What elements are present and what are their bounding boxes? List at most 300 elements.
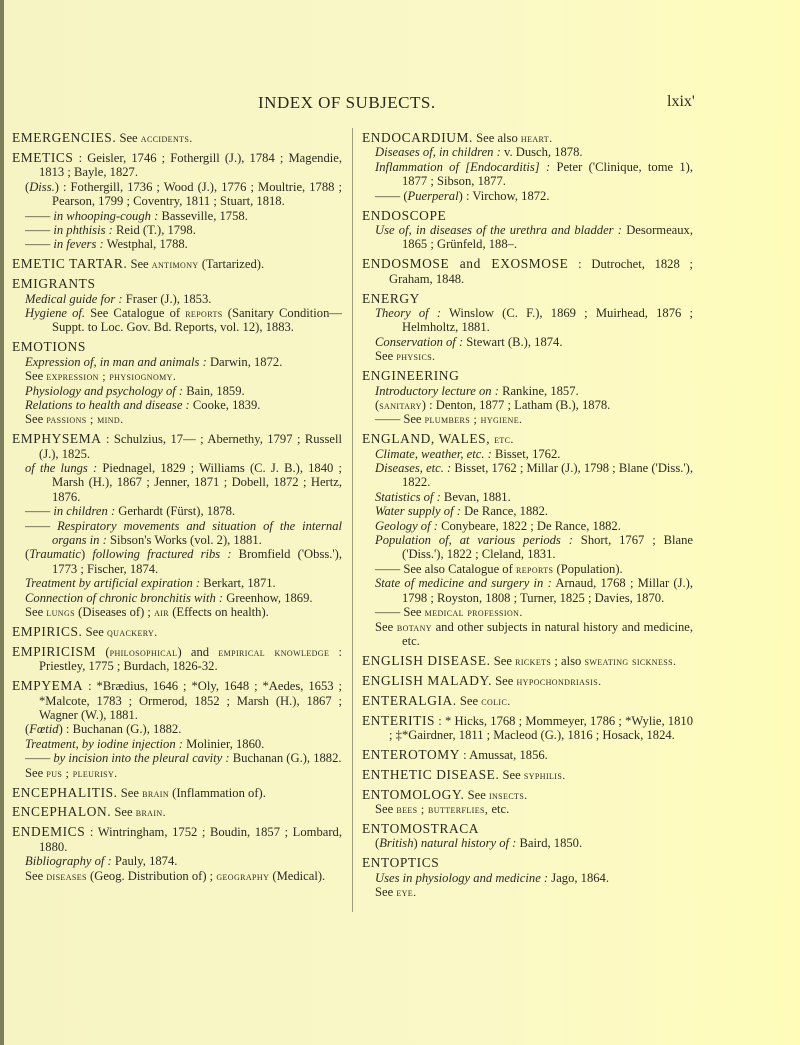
subject-heading: EMERGENCIES.: [12, 130, 117, 145]
topic-text: Diseases, etc. :: [375, 461, 452, 476]
topic-text: in phthisis :: [53, 222, 113, 237]
cross-reference: empirical knowledge: [218, 644, 330, 659]
subject-heading: ENDOCARDIUM.: [362, 130, 473, 145]
entry-heading-line: [12, 805, 342, 819]
entry-heading-line: [362, 768, 693, 782]
index-entry: [362, 822, 693, 851]
entry-heading-line: [362, 856, 693, 870]
citation-text: Peter ('Clinique, tome 1), 1877 ; Sibson, 1877.: [402, 159, 694, 189]
citation-text: etc.: [488, 802, 510, 817]
cross-reference: lungs: [46, 605, 76, 620]
citation-text: See: [25, 765, 47, 780]
subject-heading: EMIGRANTS: [12, 276, 96, 292]
subject-heading: ENTERALGIA.: [362, 692, 457, 708]
citation-text: —— See also Catalogue of: [375, 561, 516, 576]
header-title: INDEX OF SUBJECTS.: [258, 93, 436, 112]
citation-text: See: [375, 885, 397, 900]
citation-text: (: [25, 547, 30, 562]
entry-subline: [12, 605, 342, 619]
entry-subline: [362, 885, 693, 899]
cross-reference: quackery.: [107, 625, 158, 639]
index-entry: [362, 654, 693, 668]
entry-subline: [12, 398, 342, 412]
topic-text: Statistics of :: [375, 489, 441, 504]
cross-reference: physics.: [396, 349, 436, 364]
citation-text: (Geog. Distribution of) ;: [86, 868, 217, 883]
topic-text: Water supply of :: [375, 504, 461, 519]
citation-text: See: [375, 802, 397, 817]
citation-text: See: [117, 785, 143, 800]
entry-subline: [12, 766, 342, 780]
citation-text: (: [25, 179, 30, 194]
citation-text: Fraser (J.), 1853.: [122, 291, 212, 306]
cross-reference: syphilis.: [523, 767, 566, 782]
citation-text: Desormeaux, 1865 ; Grünfeld, 188–.: [402, 222, 693, 252]
entry-subline: [362, 802, 693, 816]
citation-text: v. Dusch, 1878.: [500, 145, 583, 160]
index-entry: [362, 432, 693, 648]
topic-text: Fœtid: [29, 722, 59, 737]
subject-heading: EMETICS: [12, 149, 74, 165]
citation-text: ) : Virchow, 1872.: [458, 188, 550, 203]
citation-text: —— (: [375, 188, 408, 203]
citation-text: See: [116, 131, 141, 145]
cross-reference: geography: [216, 868, 270, 883]
entry-subline: [12, 237, 342, 251]
citation-text: (: [96, 644, 110, 659]
citation-text: : Wintringham, 1752 ; Boudin, 1857 ; Lombard, 1880.: [39, 825, 342, 854]
citation-text: See: [127, 257, 152, 272]
citation-text: Darwin, 1872.: [206, 354, 283, 369]
citation-text: See: [375, 619, 397, 634]
citation-text: ——: [25, 518, 58, 533]
entry-subline: [12, 591, 342, 605]
topic-text: Traumatic: [29, 547, 81, 562]
entry-heading-line: [362, 788, 693, 802]
topic-text: Medical guide for :: [25, 291, 123, 306]
topic-text: Physiology and psychology of :: [25, 383, 184, 398]
cross-reference: colic.: [481, 693, 511, 708]
topic-text: Diseases of, in children :: [375, 145, 501, 160]
citation-text: Arnaud, 1768 ; Millar (J.), 1798 ; Royston, 1808 ; Turner, 1825 ; Davies, 1870.: [402, 576, 693, 605]
entry-heading-line: [12, 825, 342, 854]
citation-text: See: [499, 767, 524, 782]
citation-text: Piednagel, 1829 ; Williams (C. J. B.), 1840 ; Marsh (H.), 1867 ; Jenner, 1871 ; Dobell, 1872 ; Hertz, 1876.: [52, 461, 342, 504]
cross-reference: botany: [396, 619, 432, 634]
entry-subline: [362, 490, 693, 504]
index-entry: [362, 694, 693, 708]
entry-heading-line: [362, 674, 693, 688]
citation-text: Greenhow, 1869.: [223, 590, 313, 605]
page-number: lxix': [667, 93, 695, 110]
entry-subline: [12, 751, 342, 765]
citation-text: Buchanan (G.), 1882.: [229, 751, 342, 766]
subject-heading: ENTOMOSTRACA: [362, 820, 480, 836]
citation-text: ): [81, 547, 93, 562]
index-entry: [12, 805, 342, 819]
topic-text: natural history of :: [420, 836, 517, 851]
index-entry: [12, 786, 342, 800]
cross-reference: sanitary: [379, 397, 422, 412]
subject-heading: ENDOSCOPE: [362, 207, 447, 223]
topic-text: Hygiene of.: [25, 305, 86, 320]
cross-reference: reports: [185, 305, 223, 320]
entry-subline: [362, 349, 693, 363]
citation-text: De Rance, 1882.: [460, 504, 549, 519]
cross-reference: diseases: [46, 868, 87, 883]
topic-text: Bibliography of :: [25, 854, 112, 869]
subject-heading: ENGLISH DISEASE.: [362, 652, 491, 668]
citation-text: Pauly, 1874.: [111, 854, 178, 869]
cross-reference: plumbers ; hygiene.: [424, 412, 523, 427]
citation-text: ): [413, 836, 421, 851]
citation-text: (: [25, 722, 30, 737]
citation-text: See: [464, 787, 489, 802]
entry-heading-line: [362, 257, 693, 286]
citation-text: (Tartarized).: [198, 257, 265, 272]
topic-text: Introductory lecture on :: [375, 383, 499, 398]
cross-reference: brain.: [135, 805, 166, 820]
entry-subline: [362, 562, 693, 576]
index-entry: [362, 257, 693, 286]
entry-subline: [362, 335, 693, 349]
topic-text: Conservation of :: [375, 334, 464, 349]
cross-reference: sweating sickness.: [584, 653, 677, 668]
citation-text: Rankine, 1857.: [498, 383, 579, 398]
citation-text: ) : Buchanan (G.), 1882.: [58, 722, 182, 737]
entry-subline: [12, 519, 342, 548]
citation-text: See also: [472, 131, 521, 145]
entry-heading-line: [12, 625, 342, 639]
citation-text: Bisset, 1762 ; Millar (J.), 1798 ; Blane ('Diss.'), 1822.: [402, 461, 693, 490]
topic-text: Endocarditis: [470, 159, 535, 174]
citation-text: See: [111, 805, 136, 820]
entry-subline: [12, 722, 342, 736]
index-entry: [12, 679, 342, 780]
citation-text: (Medical).: [269, 868, 326, 883]
topic-text: by incision into the pleural cavity :: [53, 751, 230, 766]
citation-text: ) : Fothergill, 1736 ; Wood (J.), 1776 ; Moultrie, 1788 ; Pearson, 1799 ; Coventry, 1811 ; Stuart, 1818.: [52, 179, 342, 209]
entry-subline: [12, 369, 342, 383]
running-header: [0, 93, 800, 117]
subject-heading: EMPIRICS.: [12, 624, 83, 639]
citation-text: Bromfield ('Obss.'), 1773 ; Fischer, 1874.: [52, 547, 343, 576]
citation-text: (Sanitary Condition—Suppt. to Loc. Gov. Bd. Reports, vol. 12), 1883.: [52, 305, 342, 335]
topic-text: in whooping-cough :: [53, 208, 159, 223]
entry-heading-line: [362, 822, 693, 836]
index-entry: [362, 674, 693, 688]
cross-reference: etc.: [494, 432, 514, 447]
topic-text: of the lungs :: [25, 461, 98, 476]
entry-subline: [12, 576, 342, 590]
topic-text: Use of, in diseases of the urethra and bladder :: [375, 222, 622, 237]
cross-reference: heart.: [520, 131, 553, 145]
entry-heading-line: [362, 131, 693, 145]
subject-heading: EMPHYSEMA: [12, 431, 102, 447]
entry-subline: [362, 398, 693, 412]
entry-subline: [12, 547, 342, 576]
cross-reference: pus ; pleurisy.: [46, 765, 118, 780]
citation-text: Westphal, 1788.: [103, 237, 188, 252]
subject-heading: ENDEMICS: [12, 824, 86, 840]
entry-subline: [12, 737, 342, 751]
citation-text: Bisset, 1762.: [491, 446, 561, 461]
citation-text: Short, 1767 ; Blane ('Diss.'), 1822 ; Cleland, 1831.: [402, 533, 693, 562]
citation-text: (Inflammation of).: [169, 785, 266, 800]
entry-heading-line: [12, 432, 342, 461]
entry-heading-line: [362, 694, 693, 708]
topic-text: in children :: [53, 504, 116, 519]
subject-heading: EMPYEMA: [12, 678, 84, 694]
cross-reference: accidents.: [140, 131, 193, 145]
cross-reference: air: [154, 605, 170, 620]
topic-text: Geology of :: [375, 518, 438, 533]
entry-heading-line: [12, 257, 342, 271]
citation-text: : *Brædius, 1646 ; *Oly, 1648 ; *Aedes, 1653 ; *Malcote, 1783 ; Ormerod, 1852 ; Marsh (H.), 1867 ; Wagner (W.), 1881.: [39, 679, 342, 723]
citation-text: Gerhardt (Fürst), 1878.: [115, 504, 236, 519]
entry-heading-line: [362, 714, 693, 743]
entry-subline: [362, 461, 693, 490]
subject-heading: ENCEPHALON.: [12, 804, 112, 820]
citation-text: (Effects on health).: [169, 605, 269, 620]
citation-text: : Dutrochet, 1828 ; Graham, 1848.: [389, 257, 693, 286]
entry-subline: [12, 854, 342, 868]
index-entry: [12, 625, 342, 639]
cross-reference: reports: [515, 561, 554, 576]
entry-subline: [362, 504, 693, 518]
entry-subline: [12, 223, 342, 237]
topic-text: Puerperal: [407, 188, 459, 203]
citation-text: Molinier, 1860.: [182, 736, 265, 751]
index-entry: [12, 131, 342, 145]
topic-text: Inflammation of [: [375, 159, 471, 174]
topic-text: Connection of chronic bronchitis with :: [25, 590, 224, 605]
entry-subline: [12, 461, 342, 504]
citation-text: Basseville, 1758.: [158, 208, 248, 223]
citation-text: ——: [25, 222, 54, 237]
index-entry: [12, 432, 342, 619]
citation-text: and other subjects in natural history and medicine, etc.: [402, 619, 693, 648]
subject-heading: ENTOMOLOGY.: [362, 786, 465, 802]
citation-text: : Schulzius, 17— ; Abernethy, 1797 ; Russell (J.), 1825.: [39, 432, 342, 461]
entry-subline: [362, 160, 693, 189]
topic-text: Population of, at various periods :: [375, 533, 573, 548]
topic-text: Treatment by artificial expiration :: [25, 576, 201, 591]
citation-text: Baird, 1850.: [516, 836, 583, 851]
citation-text: See: [25, 412, 47, 427]
right-column: [362, 131, 693, 905]
citation-text: Conybeare, 1822 ; De Rance, 1882.: [437, 518, 621, 533]
cross-reference: philosophical: [109, 644, 178, 659]
citation-text: : Amussat, 1856.: [460, 747, 548, 762]
citation-text: ——: [25, 504, 54, 519]
index-entry: [362, 788, 693, 817]
citation-text: Jago, 1864.: [548, 870, 610, 885]
citation-text: —— See: [375, 605, 425, 620]
index-entry: [362, 768, 693, 782]
index-entry: [362, 748, 693, 762]
citation-text: See: [456, 693, 482, 708]
entry-heading-line: [362, 369, 693, 383]
citation-text: —— See: [375, 412, 425, 427]
index-entry: [12, 645, 342, 674]
entry-subline: [362, 576, 693, 605]
citation-text: (Population).: [553, 561, 623, 576]
topic-text: ] :: [534, 159, 551, 174]
citation-text: ) : Denton, 1877 ; Latham (B.), 1878.: [421, 397, 611, 412]
topic-text: in fevers :: [53, 237, 104, 252]
left-column: [12, 131, 342, 889]
entry-subline: [12, 504, 342, 518]
entry-subline: [362, 519, 693, 533]
entry-subline: [362, 533, 693, 562]
index-entry: [362, 856, 693, 899]
entry-subline: [362, 412, 693, 426]
entry-heading-line: [12, 645, 342, 674]
entry-subline: [362, 223, 693, 252]
entry-subline: [12, 292, 342, 306]
index-entry: [362, 714, 693, 743]
entry-heading-line: [12, 131, 342, 145]
citation-text: See: [492, 673, 517, 688]
citation-text: (: [375, 836, 380, 851]
entry-subline: [362, 836, 693, 850]
entry-heading-line: [12, 340, 342, 354]
entry-heading-line: [12, 151, 342, 180]
column-divider: [352, 128, 353, 912]
entry-subline: [362, 447, 693, 461]
subject-heading: EMPIRICISM: [12, 643, 97, 659]
subject-heading: ENTOPTICS: [362, 855, 440, 871]
cross-reference: rickets: [515, 653, 552, 668]
subject-heading: ENERGY: [362, 290, 420, 306]
citation-text: (: [375, 397, 380, 412]
citation-text: : * Hicks, 1768 ; Mommeyer, 1786 ; *Wylie, 1810 ; ‡*Gairdner, 1811 ; Macleod (G.), 1816 ; Hosack, 1824.: [389, 713, 693, 742]
index-entry: [362, 369, 693, 427]
topic-text: Treatment, by iodine injection :: [25, 736, 183, 751]
cross-reference: hypochondriasis.: [516, 673, 602, 688]
citation-text: Stewart (B.), 1874.: [463, 334, 563, 349]
subject-heading: ENTHETIC DISEASE.: [362, 766, 500, 782]
entry-heading-line: [12, 277, 342, 291]
index-entry: [12, 825, 342, 883]
subject-heading: ENGLAND, WALES,: [362, 431, 495, 447]
cross-reference: antimony: [151, 257, 199, 272]
citation-text: Bain, 1859.: [183, 383, 245, 398]
entry-heading-line: [362, 209, 693, 223]
entry-subline: [12, 869, 342, 883]
subject-heading: ENTEROTOMY: [362, 746, 460, 762]
entry-heading-line: [12, 786, 342, 800]
topic-text: Expression of, in man and animals :: [25, 354, 207, 369]
cross-reference: expression ; physiognomy.: [46, 369, 177, 384]
entry-subline: [362, 145, 693, 159]
subject-heading: EMOTIONS: [12, 339, 86, 355]
entry-subline: [12, 306, 342, 335]
subject-heading: ENDOSMOSE and EXOSMOSE: [362, 256, 569, 272]
entry-heading-line: [362, 292, 693, 306]
entry-subline: [362, 189, 693, 203]
index-entry: [12, 340, 342, 426]
citation-text: Bevan, 1881.: [440, 489, 511, 504]
entry-subline: [12, 412, 342, 426]
entry-subline: [12, 355, 342, 369]
citation-text: ) and: [177, 644, 219, 659]
index-entry: [362, 209, 693, 252]
citation-text: See: [82, 625, 107, 639]
citation-text: Sibson's Works (vol. 2), 1881.: [106, 533, 262, 548]
entry-subline: [12, 384, 342, 398]
topic-text: British: [379, 836, 414, 851]
citation-text: ——: [25, 751, 54, 766]
topic-text: following fractured ribs :: [92, 547, 232, 562]
topic-text: Diss.: [29, 179, 55, 194]
citation-text: See: [25, 369, 47, 384]
entry-heading-line: [362, 654, 693, 668]
entry-heading-line: [362, 748, 693, 762]
citation-text: Berkart, 1871.: [200, 576, 276, 591]
entry-heading-line: [12, 679, 342, 722]
citation-text: : Geisler, 1746 ; Fothergill (J.), 1784 ; Magendie, 1813 ; Bayle, 1827.: [39, 150, 342, 180]
topic-text: Respiratory movements and situation of the internal organs in :: [52, 518, 343, 548]
page-binding-edge: [0, 0, 4, 1045]
subject-heading: ENGINEERING: [362, 368, 460, 384]
citation-text: Cooke, 1839.: [189, 397, 261, 412]
citation-text: See: [25, 605, 47, 620]
citation-text: See: [25, 868, 47, 883]
citation-text: See Catalogue of: [85, 305, 186, 320]
topic-text: Uses in physiology and medicine :: [375, 870, 549, 885]
subject-heading: ENTERITIS: [362, 712, 436, 728]
topic-text: Relations to health and disease :: [25, 397, 190, 412]
cross-reference: eye.: [396, 885, 417, 900]
topic-text: Theory of :: [375, 305, 442, 320]
entry-heading-line: [362, 432, 693, 446]
citation-text: ——: [25, 237, 54, 252]
cross-reference: brain: [142, 785, 169, 800]
cross-reference: insects.: [488, 787, 528, 802]
citation-text: Winslow (C. F.), 1869 ; Muirhead, 1876 ; Helmholtz, 1881.: [402, 305, 693, 335]
cross-reference: medical profession.: [424, 605, 523, 620]
subject-heading: ENGLISH MALADY.: [362, 672, 493, 688]
index-entry: [12, 257, 342, 271]
entry-subline: [362, 871, 693, 885]
topic-text: Climate, weather, etc. :: [375, 446, 492, 461]
citation-text: (Diseases of) ;: [75, 605, 155, 620]
subject-heading: ENCEPHALITIS.: [12, 784, 118, 800]
index-entry: [12, 151, 342, 252]
entry-subline: [362, 620, 693, 649]
citation-text: ——: [25, 208, 54, 223]
citation-text: Reid (T.), 1798.: [112, 222, 196, 237]
citation-text: See: [375, 349, 397, 364]
cross-reference: bees ; butterflies,: [396, 802, 489, 817]
entry-subline: [12, 180, 342, 209]
entry-subline: [362, 306, 693, 335]
index-entry: [362, 131, 693, 203]
citation-text: See: [490, 653, 516, 668]
citation-text: : Priestley, 1775 ; Burdach, 1826-32.: [39, 644, 343, 674]
entry-subline: [12, 209, 342, 223]
index-entry: [362, 292, 693, 364]
citation-text: ; also: [551, 653, 585, 668]
cross-reference: passions ; mind.: [46, 412, 124, 427]
index-entry: [12, 277, 342, 335]
subject-heading: EMETIC TARTAR.: [12, 256, 128, 272]
entry-subline: [362, 384, 693, 398]
topic-text: State of medicine and surgery in :: [375, 576, 552, 591]
entry-subline: [362, 605, 693, 619]
